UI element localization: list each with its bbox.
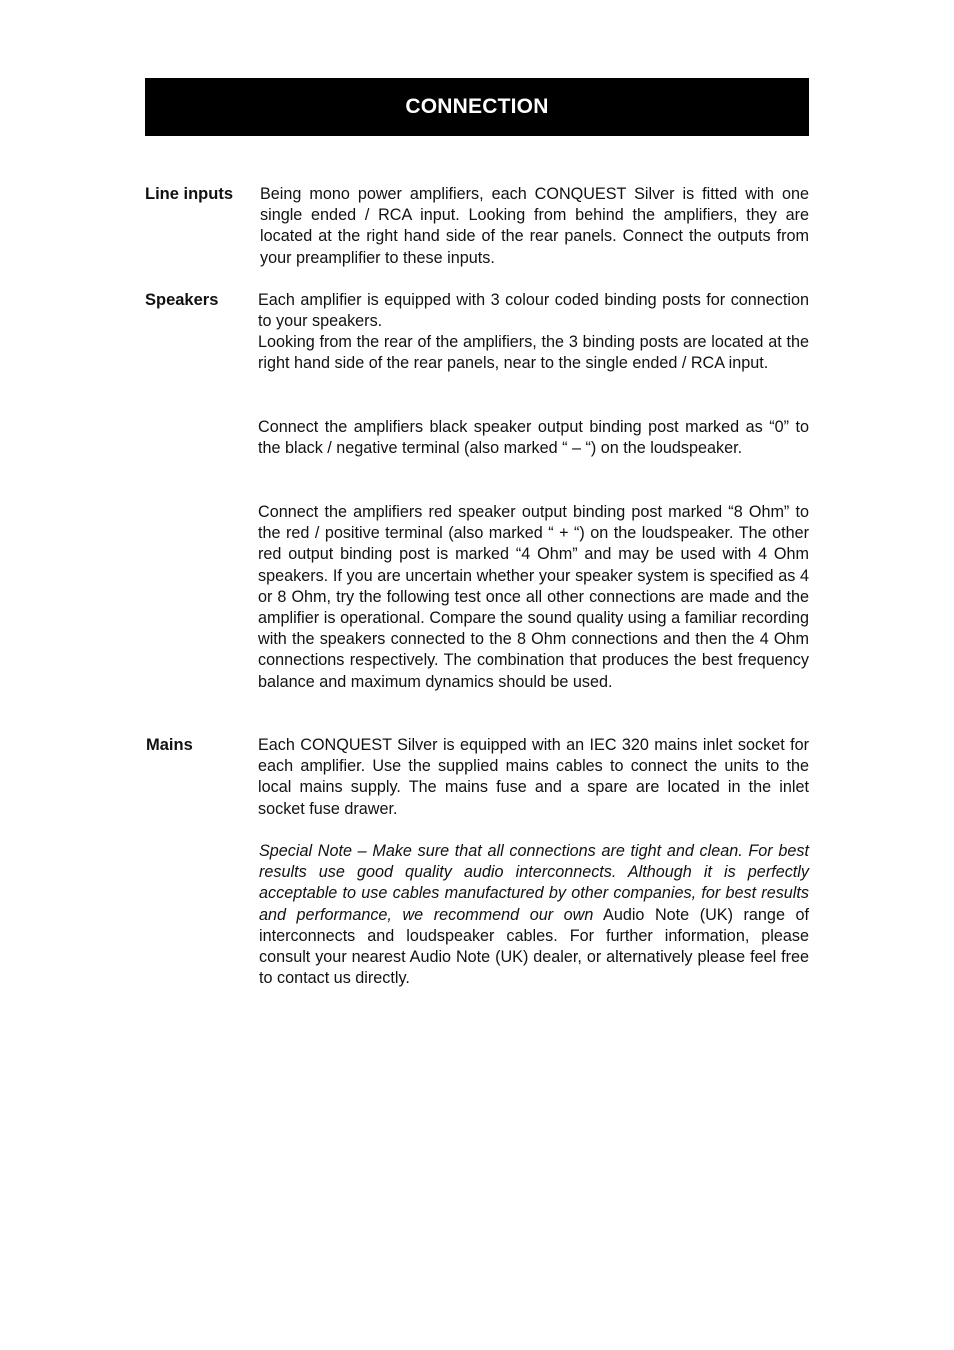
speakers-paragraph-black-terminal: Connect the amplifiers black speaker output binding post marked as “0” to the black / negative terminal (also marked “ – “) on the loudspeaker.: [258, 418, 809, 458]
speakers-paragraph-red-terminal: Connect the amplifiers red speaker output binding post marked “8 Ohm” to the red / positive terminal (also marked “ + “) on the loudspeaker. The other red output binding post is marked “4 Ohm” and may be used with 4 Ohm speakers. If you are uncertain whether your speaker system is specified as 4 or 8 Ohm, try the following test once all other connections are made and the amplifier is operational. Compare the sound quality using a familiar recording with the speakers connected to the 8 Ohm connections and then the 4 Ohm connections respectively. The combination that produces the best frequency balance and maximum dynamics should be used.: [258, 503, 809, 691]
special-note-italic: Special Note – Make sure that all connections are tight and clean. For best results use good quality audio interconnects. Although it is perfectly acceptable to use cables manufactured by other companies, for best results and performance, we recommend our own: [259, 842, 809, 924]
speakers-paragraph-2: Looking from the rear of the amplifiers, the 3 binding posts are located at the right hand side of the rear panels, near to the single ended / RCA input.: [258, 333, 809, 373]
special-note-plain: Audio Note (UK) range of interconnects and loudspeaker cables. For further information, please consult your nearest Audio Note (UK) dealer, or alternatively please feel free to contact us directly.: [259, 905, 809, 988]
section-label-speakers: Speakers: [145, 291, 219, 309]
line-inputs-paragraph: Being mono power amplifiers, each CONQUEST Silver is fitted with one single ended / RCA input. Looking from behind the amplifiers, they are located at the right hand side of the rear panels. Connect the outputs from your preamplifier to these inputs.: [260, 185, 809, 267]
special-note-paragraph: [259, 841, 809, 989]
page-title: CONNECTION: [405, 95, 549, 118]
section-label-line-inputs: Line inputs: [145, 185, 233, 203]
mains-paragraph: Each CONQUEST Silver is equipped with an IEC 320 mains inlet socket for each amplifier. Use the supplied mains cables to connect the units to the local mains supply. The mains fuse and a spare are located in the inlet socket fuse drawer.: [258, 736, 809, 818]
section-label-mains: Mains: [146, 736, 193, 754]
title-banner: [145, 78, 809, 136]
speakers-paragraph-1: Each amplifier is equipped with 3 colour coded binding posts for connection to your speakers.: [258, 291, 809, 331]
